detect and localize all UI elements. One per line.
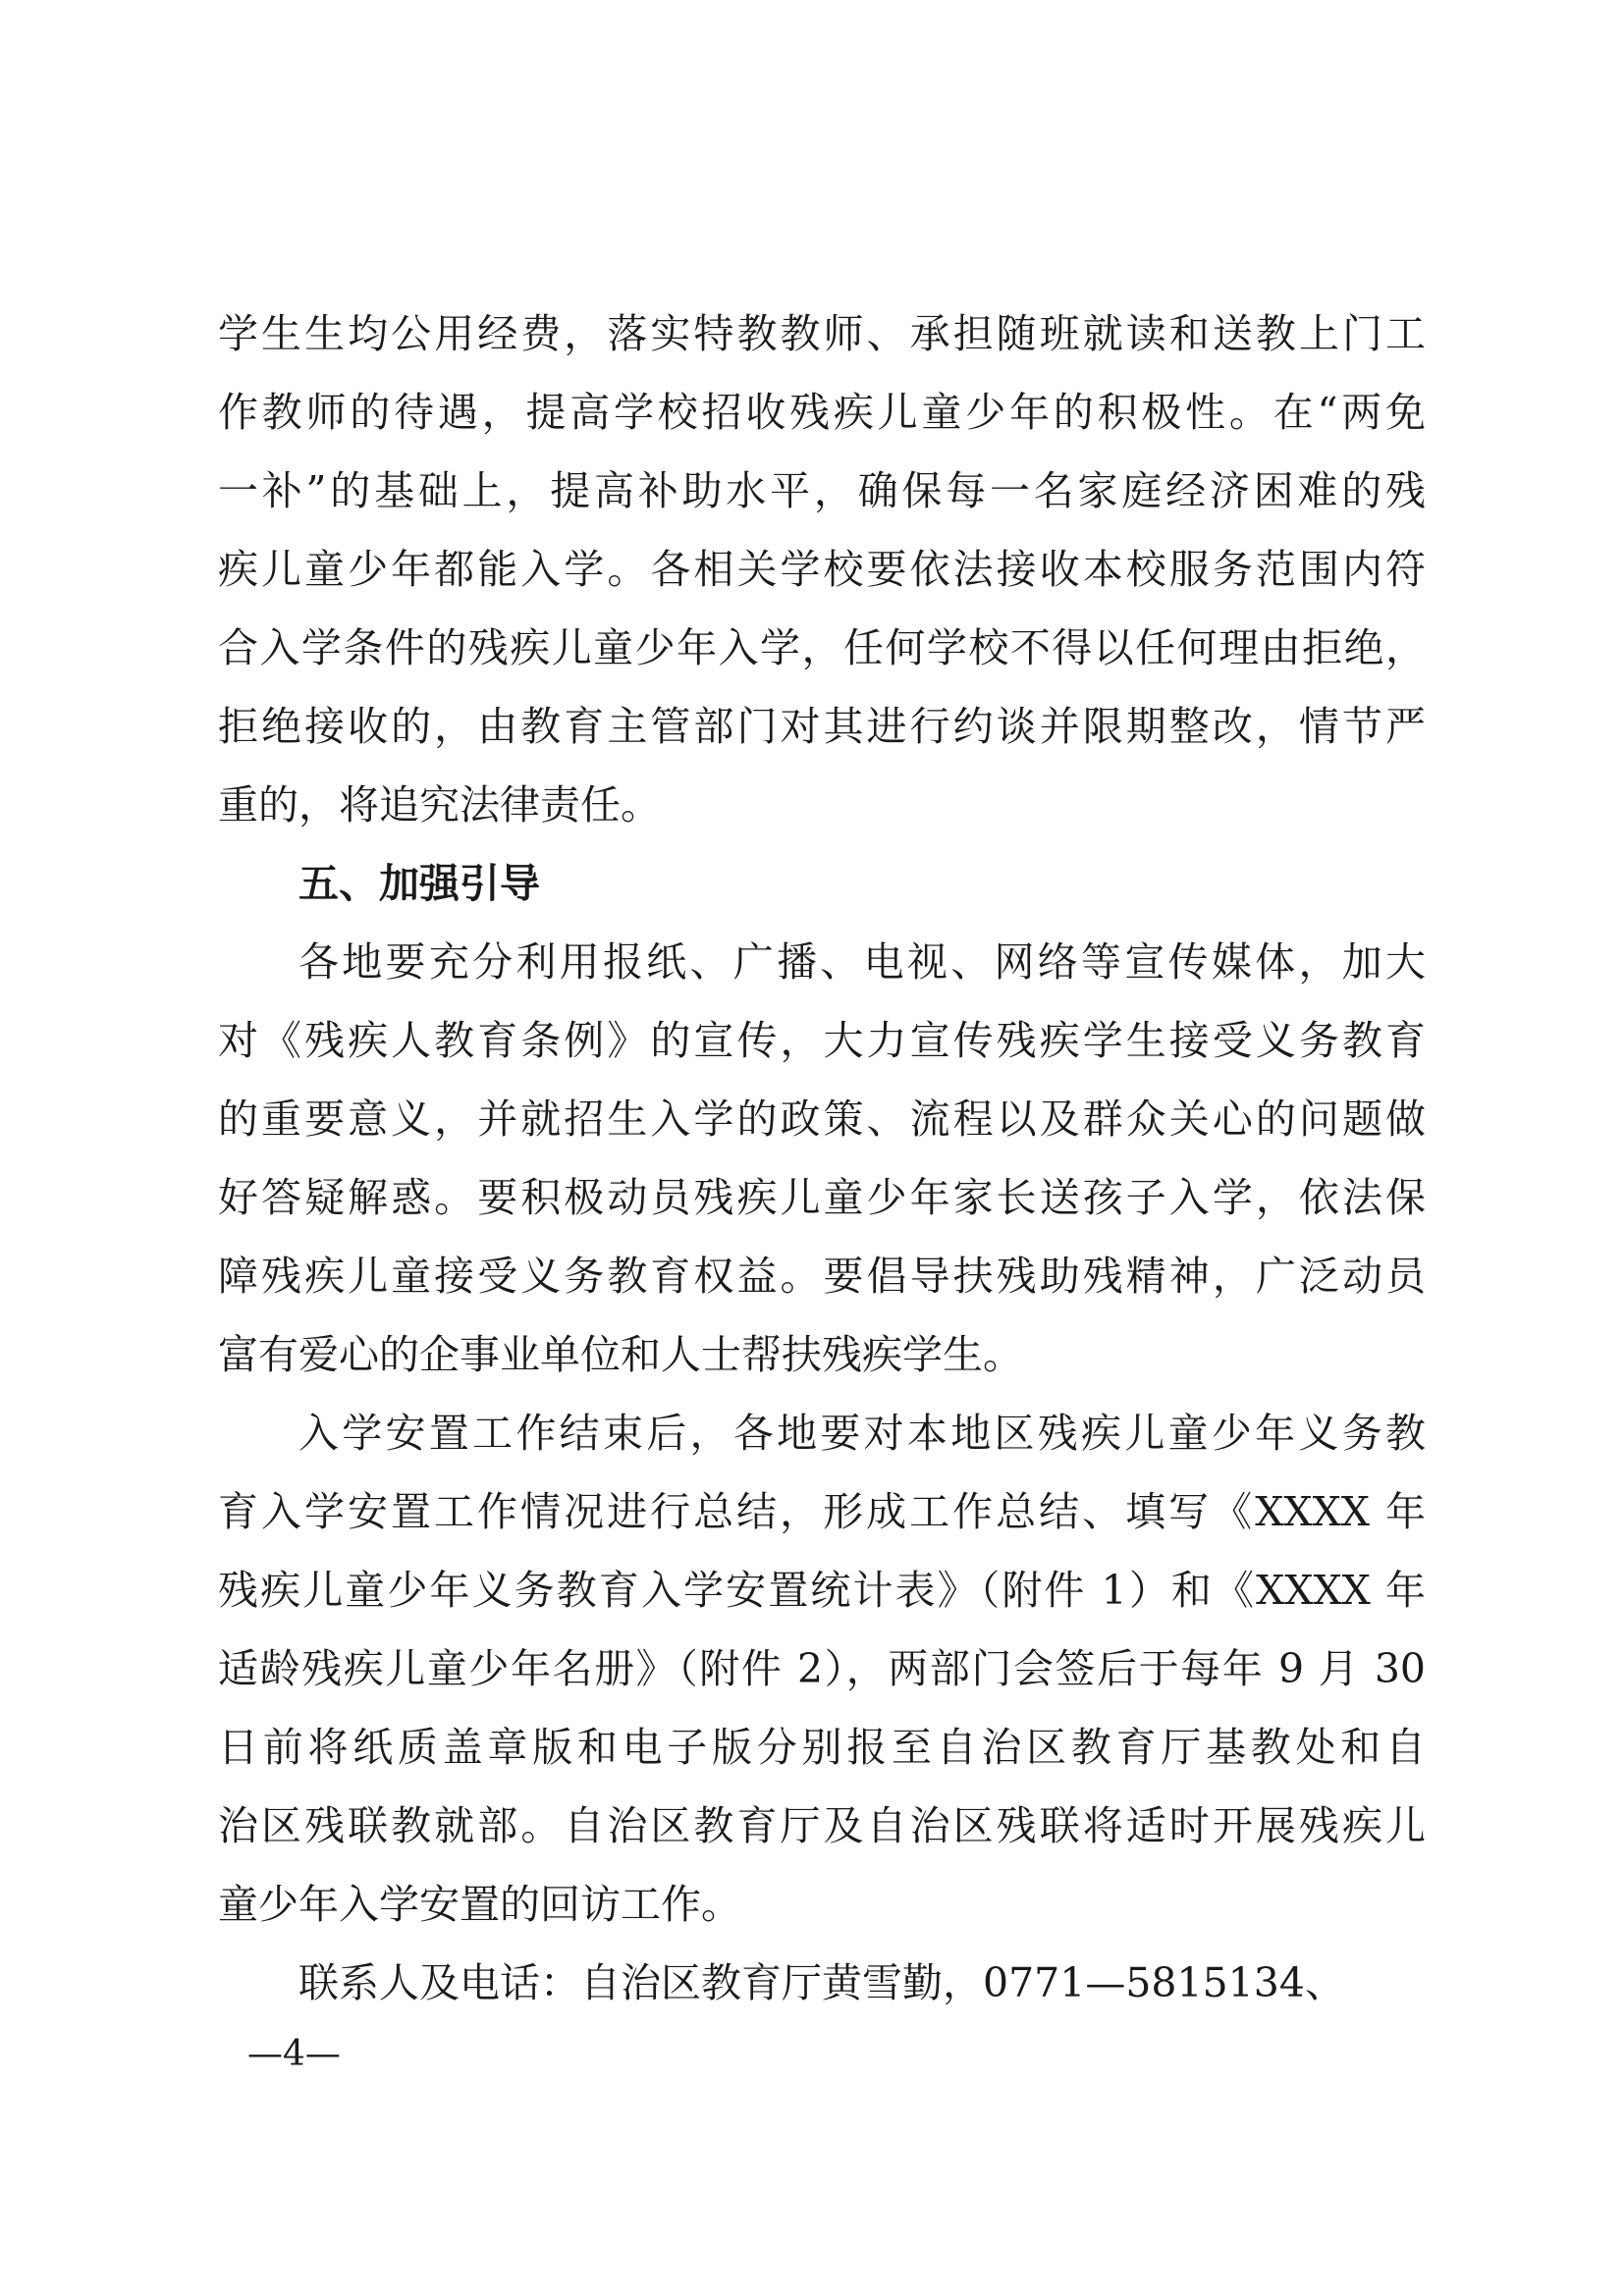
- text-line: 日前将纸质盖章版和电子版分别报至自治区教育厅基教处和自: [218, 1724, 1426, 1771]
- text-line: 治区残联教就部。自治区教育厅及自治区残联将适时开展残疾儿: [218, 1802, 1426, 1849]
- text-line: 残疾儿童少年义务教育入学安置统计表》（附件 1）和《XXXX 年: [218, 1567, 1426, 1614]
- text-line: 重的，将追究法律责任。: [218, 781, 661, 828]
- text-line: 作教师的待遇，提高学校招收残疾儿童少年的积极性。在“两免: [218, 389, 1426, 436]
- text-line: 学生生均公用经费，落实特教教师、承担随班就读和送教上门工: [218, 310, 1426, 357]
- text-line: 育入学安置工作情况进行总结，形成工作总结、填写《XXXX 年: [218, 1488, 1426, 1535]
- text-line: 的重要意义，并就招生入学的政策、流程以及群众关心的问题做: [218, 1095, 1426, 1143]
- text-line: 童少年入学安置的回访工作。: [218, 1881, 741, 1928]
- text-line: 拒绝接收的，由教育主管部门对其进行约谈并限期整改，情节严: [218, 703, 1426, 750]
- text-line: 富有爱心的企事业单位和人士帮扶残疾学生。: [218, 1331, 1023, 1378]
- text-line: 各地要充分利用报纸、广播、电视、网络等宣传媒体，加大: [298, 938, 1426, 986]
- contact-line: 联系人及电话：自治区教育厅黄雪勤，0771—5815134、: [298, 1959, 1345, 2006]
- section-heading: 五、加强引导: [298, 860, 540, 907]
- text-line: 对《残疾人教育条例》的宣传，大力宣传残疾学生接受义务教育: [218, 1017, 1426, 1064]
- text-line: 入学安置工作结束后，各地要对本地区残疾儿童少年义务教: [298, 1410, 1426, 1457]
- text-line: 好答疑解惑。要积极动员残疾儿童少年家长送孩子入学，依法保: [218, 1174, 1426, 1221]
- text-line: 合入学条件的残疾儿童少年入学，任何学校不得以任何理由拒绝，: [218, 624, 1426, 671]
- text-line: 一补”的基础上，提高补助水平，确保每一名家庭经济困难的残: [218, 467, 1426, 514]
- text-line: 适龄残疾儿童少年名册》（附件 2），两部门会签后于每年 9 月 30: [218, 1645, 1426, 1692]
- text-line: 疾儿童少年都能入学。各相关学校要依法接收本校服务范围内符: [218, 546, 1426, 593]
- text-line: 障残疾儿童接受义务教育权益。要倡导扶残助残精神，广泛动员: [218, 1253, 1426, 1300]
- page-number: —4—: [247, 2034, 341, 2074]
